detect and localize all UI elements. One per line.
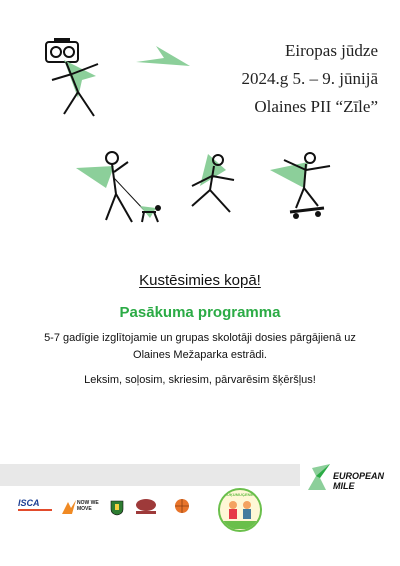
olaine-coat-of-arms-icon xyxy=(110,500,124,516)
green-triangle-decoration xyxy=(134,44,194,70)
now-we-move-logo xyxy=(62,498,102,516)
now-we-move-icon xyxy=(62,500,76,514)
isca-logo xyxy=(18,498,56,516)
program-title: Pasākuma programma xyxy=(119,304,281,321)
event-location: Olaines PII “Zīle” xyxy=(254,97,378,116)
kindergarten-logo-text: RŪĶUMUĢENES xyxy=(224,492,256,497)
program-motto: Leksim, soļosim, skriesim, pārvarēsim šķēršļus! xyxy=(84,374,316,386)
walker-with-dog-illustration xyxy=(70,148,170,228)
basketball-logo-icon xyxy=(174,498,190,514)
isca-logo-text: ISCA xyxy=(18,498,40,508)
european-mile-brand: EUROPEAN MILE xyxy=(333,471,385,491)
footer-stripe xyxy=(0,464,300,486)
latvia-coat-of-arms-icon xyxy=(134,498,158,516)
kindergarten-logo xyxy=(218,488,262,532)
event-title: Eiropas jūdze xyxy=(285,41,378,60)
skateboarder-illustration xyxy=(264,150,344,222)
tagline: Kustēsimies kopā! xyxy=(139,272,261,289)
now-we-move-text: NOW WE MOVE xyxy=(77,500,99,512)
kids-icon xyxy=(220,497,260,529)
runner-camera-illustration xyxy=(38,36,118,120)
runner-illustration xyxy=(178,150,248,222)
program-description: 5-7 gadīgie izglītojamie un grupas skolotāji dosies pārgājienā uz Olaines Mežaparka estrādi. xyxy=(44,332,356,361)
european-mile-logo-icon xyxy=(304,462,332,492)
event-dates: 2024.g 5. – 9. jūnijā xyxy=(241,69,378,88)
